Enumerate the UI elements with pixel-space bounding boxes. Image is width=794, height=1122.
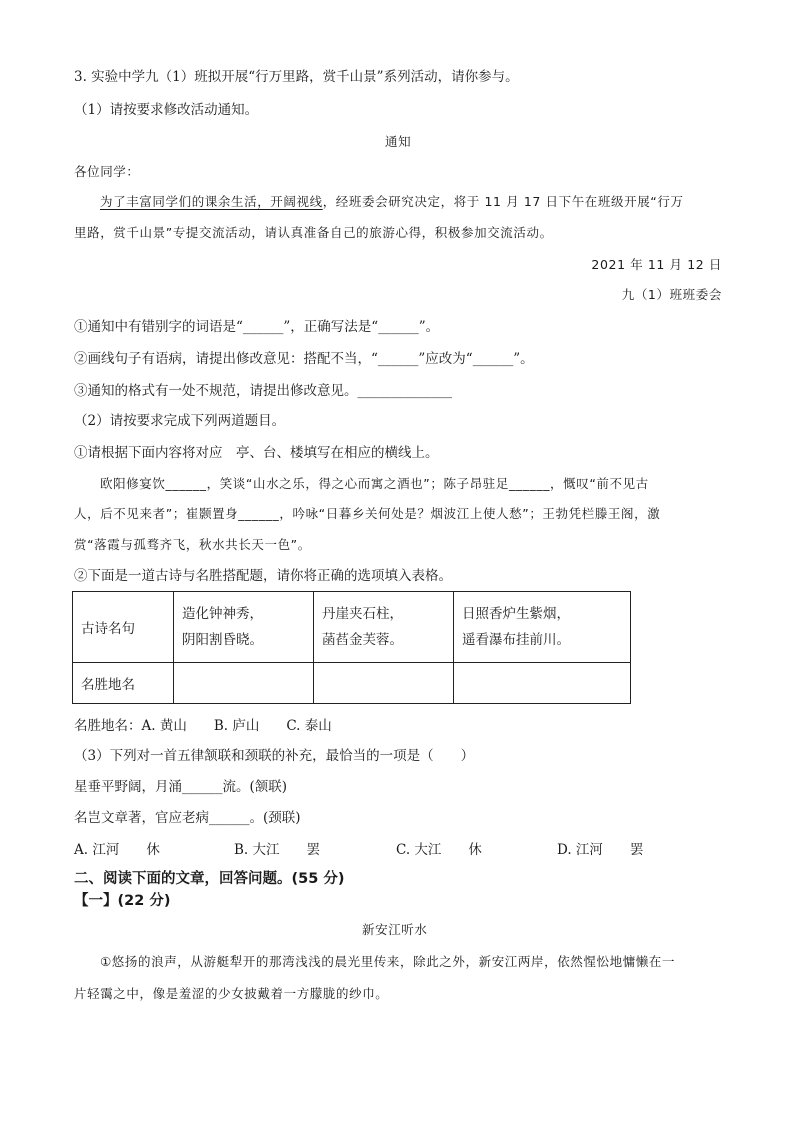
notice-title: 通知 <box>385 134 412 149</box>
couplet-line-1: 星垂平野阔，月涌______流。(颔联) <box>74 779 288 795</box>
article-para-1-line-2: 片轻霭之中，像是羞涩的少女披戴着一方朦胧的纱巾。 <box>74 986 389 1001</box>
section-2-part-label: 【一】(22 分) <box>74 893 171 909</box>
poem-1-line-2: 阴阳割昏晓。 <box>182 632 263 648</box>
part-1-instruction: （1）请按要求修改活动通知。 <box>74 102 259 118</box>
poem-match-table <box>72 591 631 704</box>
part-3-instruction: （3）下列对一首五律颔联和颈联的补充，最恰当的一项是（ ） <box>74 748 475 764</box>
notice-date: 2021 年 11 月 12 日 <box>591 257 722 272</box>
choice-a: A. 江河 休 <box>74 842 160 858</box>
poem-1-line-1: 造化钟神秀， <box>182 606 263 622</box>
notice-body-rest: ，经班委会研究决定，将于 11 月 17 日下午在班级开展“行万 <box>322 194 684 209</box>
passage-line-1: 欧阳修宴饮______，笑谈“山水之乐，得之心而寓之酒也”；陈子昂驻足______，慨叹“前不见古 <box>100 476 649 491</box>
place-options: 名胜地名：A. 黄山 B. 庐山 C. 泰山 <box>74 718 332 734</box>
choice-c: C. 大江 休 <box>396 842 482 858</box>
notice-signature: 九（1）班班委会 <box>621 287 722 302</box>
notice-body-line-1 <box>100 193 684 211</box>
item-3: ③通知的格式有一处不规范，请提出修改意见。______________ <box>74 383 452 399</box>
article-title: 新安江听水 <box>362 922 428 937</box>
poem-3-line-1: 日照香炉生紫烟， <box>462 606 570 622</box>
couplet-line-2: 名岂文章著，官应老病______。(颈联) <box>74 810 301 826</box>
table-row-places <box>73 663 631 704</box>
poem-cell-1 <box>174 592 314 663</box>
part-2-item-2: ②下面是一道古诗与名胜搭配题，请你将正确的选项填入表格。 <box>74 568 452 584</box>
notice-greeting: 各位同学： <box>74 164 140 179</box>
notice-body-line-2: 里路，赏千山景”专提交流活动，请认真准备自己的旅游心得，积极参加交流活动。 <box>74 225 553 240</box>
answer-cell-2[interactable] <box>314 663 454 704</box>
article-para-1-line-1: ①悠扬的浪声，从游艇犁开的那湾浅浅的晨光里传来，除此之外，新安江两岸，依然惺忪地慵懒在一 <box>100 954 676 969</box>
question-3-title: 3. 实验中学九（1）班拟开展“行万里路，赏千山景”系列活动，请你参与。 <box>74 69 519 85</box>
answer-cell-1[interactable] <box>174 663 314 704</box>
poem-3-line-2: 遥看瀑布挂前川。 <box>462 632 570 648</box>
part-2-item-1: ①请根据下面内容将对应 亭、台、楼填写在相应的横线上。 <box>74 445 439 461</box>
poem-cell-3 <box>454 592 631 663</box>
choice-b: B. 大江 罢 <box>234 842 321 858</box>
choice-d: D. 江河 罢 <box>557 842 644 858</box>
item-2: ②画线句子有语病，请提出修改意见：搭配不当，“______”应改为“______”。 <box>74 351 534 367</box>
table-header-places: 名胜地名 <box>73 663 174 704</box>
section-2-heading: 二、阅读下面的文章，回答问题。(55 分) <box>74 871 345 887</box>
poem-cell-2 <box>314 592 454 663</box>
poem-2-line-1: 丹崖夹石柱， <box>322 606 403 622</box>
table-row-poems <box>73 592 631 663</box>
poem-2-line-2: 菡萏金芙蓉。 <box>322 632 403 648</box>
passage-line-2: 人，后不见来者”；崔颢置身______，吟咏“日暮乡关何处是？烟波江上使人愁”；王勃凭栏滕王阁，激 <box>74 506 661 521</box>
part-2-instruction: （2）请按要求完成下列两道题目。 <box>74 413 286 429</box>
answer-cell-3[interactable] <box>454 663 631 704</box>
passage-line-3: 赏“落霞与孤骛齐飞，秋水共长天一色”。 <box>74 537 311 552</box>
item-1: ①通知中有错别字的词语是“______”，正确写法是“______”。 <box>74 319 440 335</box>
underlined-sentence: 为了丰富同学们的课余生活，开阔视线 <box>100 194 323 209</box>
table-header-poems: 古诗名句 <box>73 592 174 663</box>
